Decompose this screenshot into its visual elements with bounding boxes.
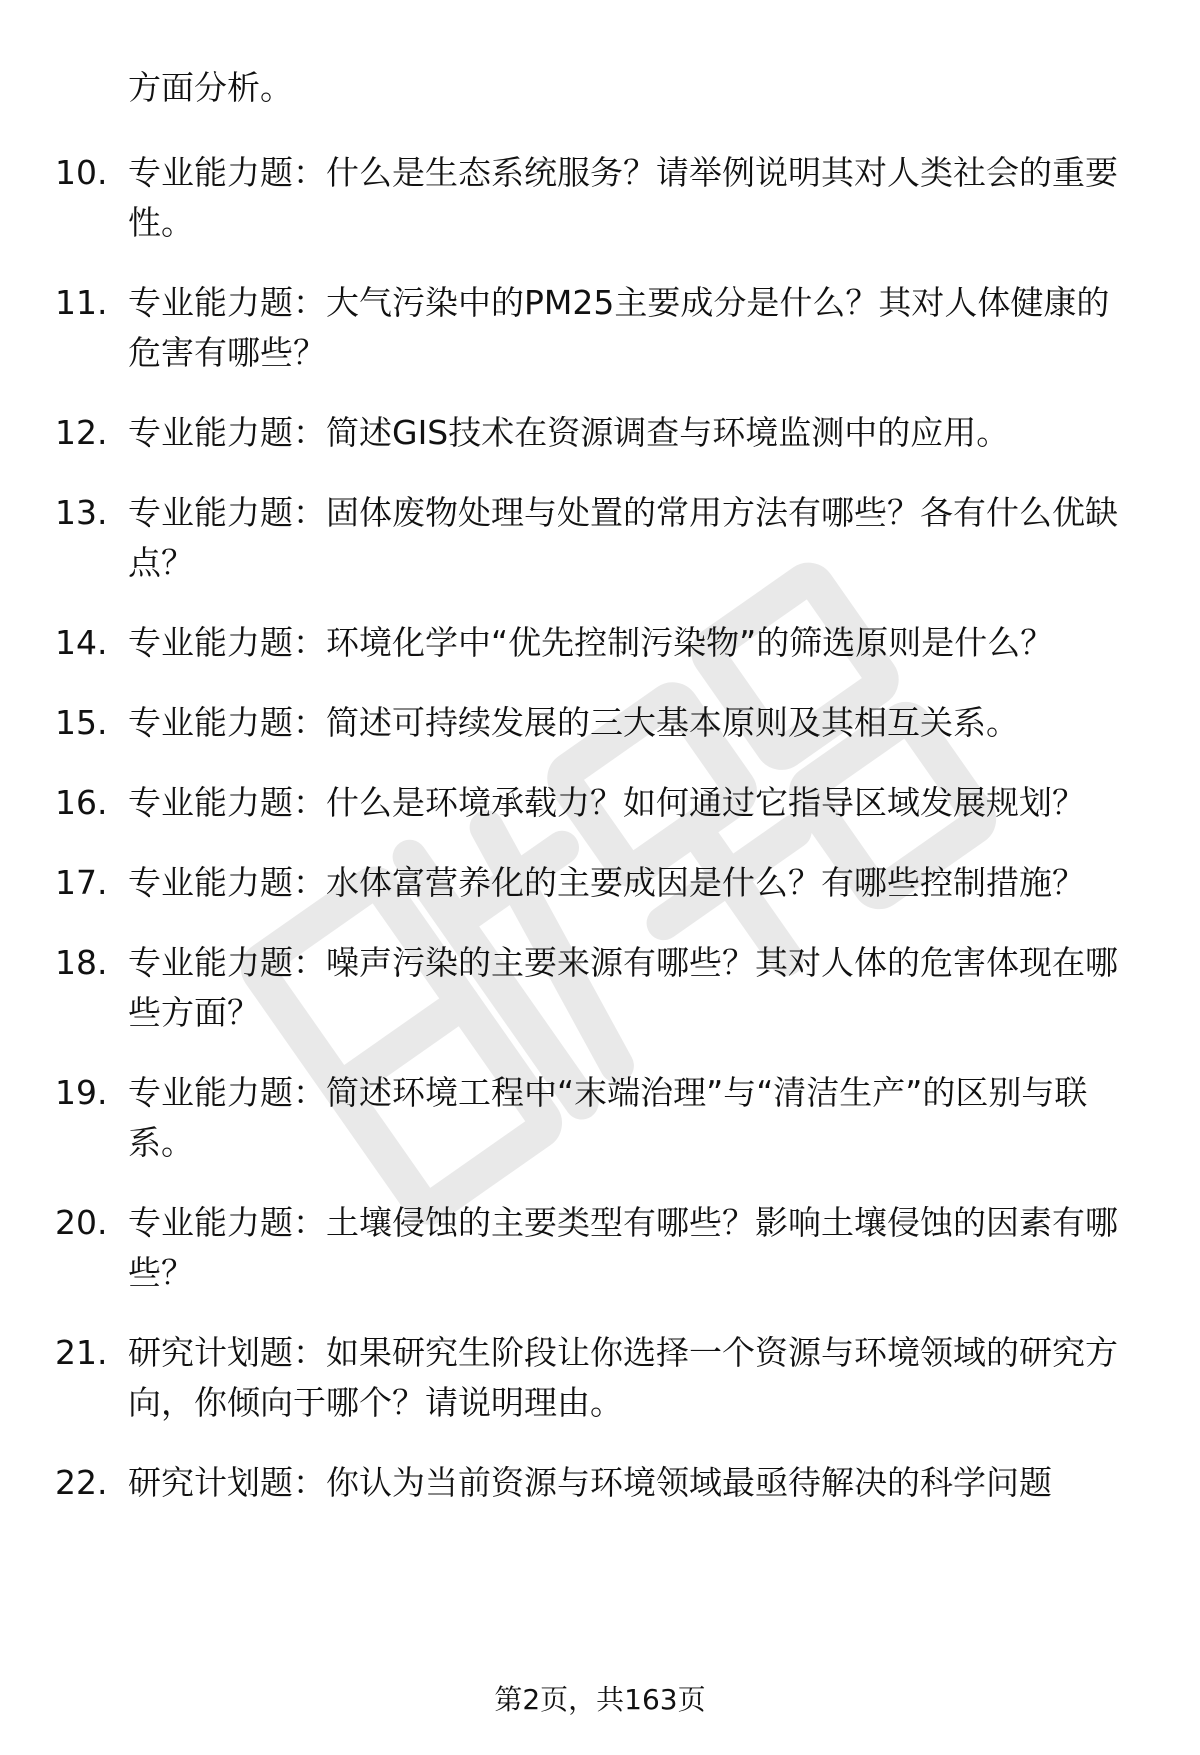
question-number: 20. (55, 1203, 108, 1242)
question-number: 21. (55, 1333, 108, 1372)
question-number: 19. (55, 1073, 108, 1112)
question-text: 专业能力题：大气污染中的PM25主要成分是什么？其对人体健康的危害有哪些？ (128, 283, 1110, 372)
question-item (0, 858, 1200, 908)
question-item (0, 778, 1200, 828)
question-item (0, 698, 1200, 748)
question-text: 专业能力题：噪声污染的主要来源有哪些？其对人体的危害体现在哪些方面？ (128, 943, 1118, 1032)
question-number: 16. (55, 783, 108, 822)
question-text: 专业能力题：简述GIS技术在资源调查与环境监测中的应用。 (128, 413, 1010, 452)
question-item (0, 618, 1200, 668)
question-number: 13. (55, 493, 108, 532)
question-item (0, 488, 1200, 588)
question-number: 14. (55, 623, 108, 662)
question-text: 研究计划题：你认为当前资源与环境领域最亟待解决的科学问题 (128, 1463, 1052, 1502)
question-item (0, 1198, 1200, 1298)
page-footer: 第2页，共163页 (494, 1683, 706, 1716)
question-number: 15. (55, 703, 108, 742)
question-item (0, 1328, 1200, 1428)
question-text: 专业能力题：水体富营养化的主要成因是什么？有哪些控制措施？ (128, 863, 1085, 902)
question-text: 专业能力题：固体废物处理与处置的常用方法有哪些？各有什么优缺点？ (128, 493, 1118, 582)
question-text: 专业能力题：简述环境工程中“末端治理”与“清洁生产”的区别与联系。 (128, 1073, 1088, 1162)
question-number: 22. (55, 1463, 108, 1502)
question-item (0, 938, 1200, 1038)
question-text: 专业能力题：环境化学中“优先控制污染物”的筛选原则是什么？ (128, 623, 1054, 662)
question-item (0, 408, 1200, 458)
question-text: 专业能力题：土壤侵蚀的主要类型有哪些？影响土壤侵蚀的因素有哪些？ (128, 1203, 1118, 1292)
question-number: 18. (55, 943, 108, 982)
question-number: 10. (55, 153, 108, 192)
question-number: 12. (55, 413, 108, 452)
question-item (0, 148, 1200, 248)
question-item (0, 1068, 1200, 1168)
question-number: 17. (55, 863, 108, 902)
question-list (0, 148, 1200, 1538)
question-text: 专业能力题：简述可持续发展的三大基本原则及其相互关系。 (128, 703, 1019, 742)
continuation-text: 方面分析。 (128, 68, 293, 107)
question-number: 11. (55, 283, 108, 322)
question-text: 专业能力题：什么是生态系统服务？请举例说明其对人类社会的重要性。 (128, 153, 1118, 242)
question-text: 专业能力题：什么是环境承载力？如何通过它指导区域发展规划？ (128, 783, 1085, 822)
question-item (0, 1458, 1200, 1508)
question-text: 研究计划题：如果研究生阶段让你选择一个资源与环境领域的研究方向，你倾向于哪个？请说明理由。 (128, 1333, 1118, 1422)
question-item (0, 278, 1200, 378)
